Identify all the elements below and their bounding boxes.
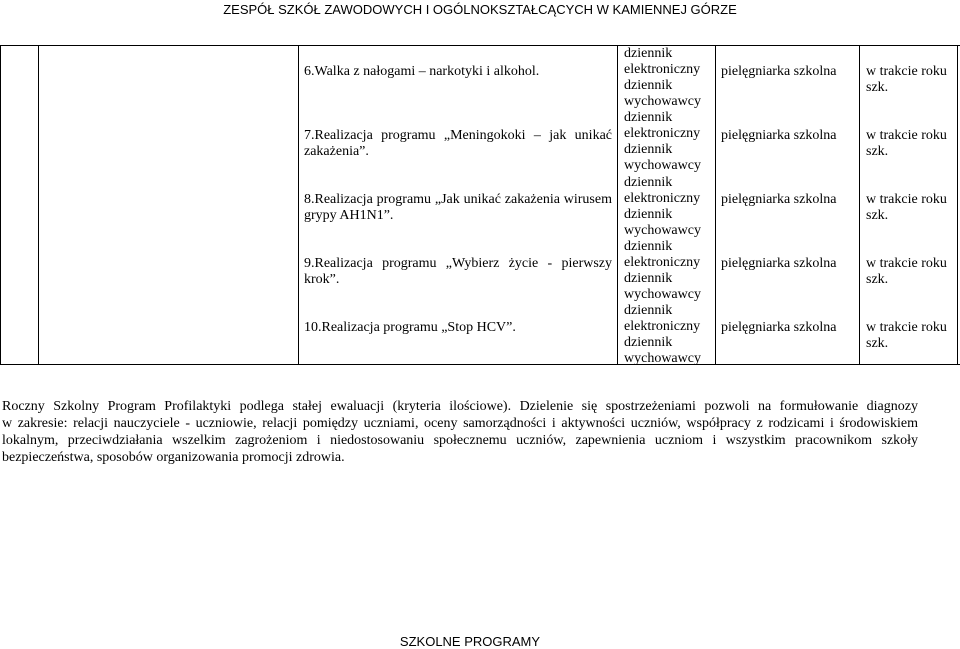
journal-text: dziennik [624, 175, 673, 190]
paragraph-line: w zakresie: relacji nauczyciele - uczniowie, relacji pomiędzy uczniami, oceny samorządności i aktywności uczniów, współpracy z rodzicami i środowiskiem [2, 416, 918, 431]
journal-text: elektroniczny [624, 62, 701, 77]
journal-text: wychowawcy [624, 158, 701, 173]
journal-text: dziennik [624, 142, 673, 157]
document-header: ZESPÓŁ SZKÓŁ ZAWODOWYCH I OGÓLNOKSZTAŁCĄCYCH W KAMIENNEJ GÓRZE [223, 2, 737, 17]
column-divider [859, 46, 860, 364]
term-text: szk. [866, 272, 889, 287]
term-text: szk. [866, 144, 889, 159]
table-bottom-border [0, 364, 960, 365]
task-cell [304, 128, 612, 160]
document-footer: SZKOLNE PROGRAMY [399, 634, 541, 649]
evaluation-paragraph [2, 398, 918, 466]
task-text: 7.Realizacja programu „Meningokoki – jak unikać [304, 128, 612, 143]
term-text: w trakcie roku [866, 256, 947, 271]
task-text: 9.Realizacja programu „Wybierz życie - pierwszy [304, 256, 612, 271]
paragraph-line: bezpieczeństwa, sposobów organizowania promocji zdrowia. [2, 450, 345, 465]
journal-text: dziennik [624, 46, 673, 61]
column-divider [38, 46, 39, 364]
task-text: zakażenia”. [304, 144, 369, 159]
task-text: 8.Realizacja programu „Jak unikać zakażenia wirusem [304, 192, 612, 207]
journal-text: wychowawcy [624, 223, 701, 238]
documentation-cell [624, 46, 714, 110]
journal-text: dziennik [624, 271, 673, 286]
documentation-cell [624, 175, 714, 239]
documentation-cell [624, 239, 714, 303]
journal-text: elektroniczny [624, 126, 701, 141]
task-cell [304, 320, 612, 336]
responsible-cell: pielęgniarka szkolna [721, 192, 837, 207]
task-text: 10.Realizacja programu „Stop HCV”. [304, 320, 516, 335]
journal-text: elektroniczny [624, 319, 701, 334]
task-text: grypy AH1N1”. [304, 208, 394, 223]
journal-text: wychowawcy [624, 351, 701, 366]
task-cell [304, 64, 612, 80]
journal-text: elektroniczny [624, 191, 701, 206]
journal-text: wychowawcy [624, 287, 701, 302]
journal-text: dziennik [624, 239, 673, 254]
term-cell [866, 256, 956, 288]
journal-text: dziennik [624, 110, 673, 125]
column-divider [298, 46, 299, 364]
paragraph-line: Roczny Szkolny Program Profilaktyki podlega stałej ewaluacji (kryteria ilościowe). Dzielenie się spostrzeżeniami pozwoli na formułowanie diagnozy [2, 399, 918, 414]
term-text: w trakcie roku [866, 64, 947, 79]
table-border-right [957, 46, 958, 364]
responsible-cell: pielęgniarka szkolna [721, 256, 837, 271]
term-text: szk. [866, 208, 889, 223]
paragraph-line: lokalnym, przeciwdziałania wszelkim zagrożeniom i niedostosowaniu społecznemu uczniów, zapewnienia uczniom i wszystkim pracownikom szkoły [2, 433, 918, 448]
term-cell [866, 192, 956, 224]
term-text: w trakcie roku [866, 320, 947, 335]
responsible-cell: pielęgniarka szkolna [721, 128, 837, 143]
table-border-left [0, 46, 1, 364]
term-text: w trakcie roku [866, 128, 947, 143]
journal-text: dziennik [624, 303, 673, 318]
column-divider [715, 46, 716, 364]
term-text: szk. [866, 336, 889, 351]
task-text: 6.Walka z nałogami – narkotyki i alkohol. [304, 64, 540, 79]
term-cell [866, 64, 956, 96]
table-top-border [0, 45, 960, 46]
task-cell [304, 256, 612, 288]
task-cell [304, 192, 612, 224]
responsible-cell: pielęgniarka szkolna [721, 64, 837, 79]
journal-text: wychowawcy [624, 94, 701, 109]
journal-text: dziennik [624, 207, 673, 222]
term-cell [866, 320, 956, 352]
responsible-cell: pielęgniarka szkolna [721, 320, 837, 335]
journal-text: elektroniczny [624, 255, 701, 270]
journal-text: dziennik [624, 335, 673, 350]
term-cell [866, 128, 956, 160]
documentation-cell [624, 110, 714, 174]
column-divider [617, 46, 618, 364]
task-text: krok”. [304, 272, 340, 287]
term-text: w trakcie roku [866, 192, 947, 207]
term-text: szk. [866, 80, 889, 95]
journal-text: dziennik [624, 78, 673, 93]
documentation-cell [624, 303, 714, 367]
